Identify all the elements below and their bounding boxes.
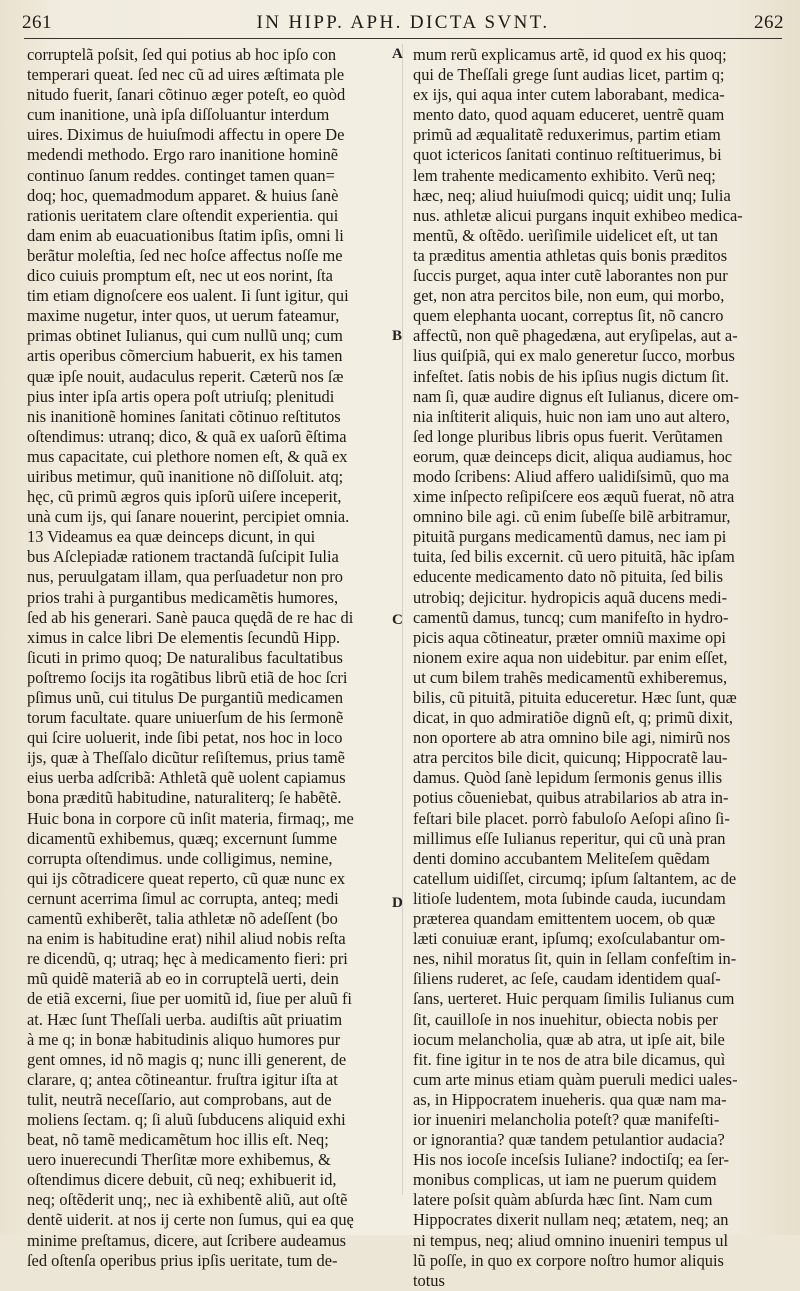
text-line: tulit, neutrã neceſſario, aut comprobans, aut de <box>27 1089 332 1109</box>
text-line: ſed oſtenſa operibus prius ipſis ueritate, tum de- <box>27 1250 338 1270</box>
text-line: feſtari bile placet. porrò fabuloſo Aeſopi aſino ſi- <box>413 808 730 828</box>
text-line: iocum melancholia, quæ ab atra, ut ipſe ait, bile <box>413 1029 725 1049</box>
text-line: totus <box>413 1270 445 1290</box>
text-line: quæ ipſe nouit, audaculus reperit. Cæterũ nos ſæ <box>27 366 344 386</box>
text-line: ut cum bilem trahẽs medicamentũ exhiberemus, <box>413 667 728 687</box>
text-line: ſans, uerteret. Huic perquam ſimilis Iulianus cum <box>413 989 735 1009</box>
text-line: torum facultate. quare uniuerſum de his ſermonẽ <box>27 708 344 728</box>
text-line: à me q; in bonæ habitudinis aliquo humores pur <box>27 1029 341 1049</box>
text-line: corruptelã poſsit, ſed qui potius ab hoc ipſo con <box>27 45 337 64</box>
text-line: pſimus unũ, cui titulus De purgantiũ medicamen <box>27 688 344 707</box>
text-line: nia inſtiterit aliquis, huic non iam uno aut altero, <box>413 406 730 426</box>
page-number-left: 261 <box>22 12 52 33</box>
text-line: ior inueniri melancholia poteſt? quæ manifeſti- <box>413 1109 720 1129</box>
text-line: prios trahi à purgantibus medicamẽtis humores, <box>27 587 339 607</box>
text-line: maxime nugetur, inter quos, ut uerum fateamur, <box>27 306 340 326</box>
text-line: ſit, cauilloſe in nos inuehitur, obiecta nobis per <box>413 1009 718 1029</box>
text-line: millimus eſſe Iulianus reperitur, qui cũ unà pran <box>413 828 726 848</box>
text-line: mũ quidẽ materiã ab eo in corruptelã uerti, dein <box>27 969 339 989</box>
text-line: tim etiam dignoſcere eos ualent. Ii ſunt igitur, qui <box>27 286 349 306</box>
text-line: ijs, quæ à Theſſalo dicũtur reſiſtemus, prius tamẽ <box>27 748 345 768</box>
text-line: 13 Videamus ea quæ deinceps dicunt, in qui <box>27 527 316 547</box>
margin-mark-b: B <box>392 328 403 344</box>
text-line: de etiã excerni, ſiue per uomitũ id, ſiue per aluũ fi <box>27 989 352 1009</box>
text-line: litioſe ludentem, mota ſubinde cauda, iucundam <box>413 888 726 908</box>
text-line: monibus complicas, ut iam ne puerum quidem <box>413 1170 717 1190</box>
text-line: hæc, neq; aliud huiuſmodi quicq; uidit unq; Iulia <box>413 185 731 205</box>
text-line: nus. athletæ alicui purgans inquit exhibeo medica- <box>413 205 743 225</box>
text-line: ta præditus amentia athletas quis bonis præditos <box>413 245 728 265</box>
text-line: eius uerba adſcribã: Athletã quẽ uolent capiamus <box>27 768 346 788</box>
text-line: ſed ab his generari. Sanè pauca quędã de re hac di <box>27 607 354 627</box>
right-text-column <box>413 45 785 1291</box>
text-line: nionem exire aqua non uidebitur. par enim eſſet, <box>413 647 728 667</box>
text-line: latere poſsit quàm abſurda hæc ſint. Nam cum <box>413 1190 713 1210</box>
text-line: qui ijs cõtradicere queat reperto, cũ quæ nunc ex <box>27 868 346 888</box>
text-line: cernunt acerrima ſimul ac corrupta, anteq; medi <box>27 888 339 908</box>
text-line: Huic bona in corpore cũ inſit materia, firmaq;, me <box>27 808 354 828</box>
text-line: picis aqua cõtineatur, præter omniũ maxime opi <box>413 627 726 647</box>
text-line: artis operibus cõmercium habuerit, ex his tamen <box>27 346 343 366</box>
text-line: ximus in calce libri De elementis ſecundũ Hipp. <box>27 627 341 647</box>
page-number-right: 262 <box>754 12 784 33</box>
text-line: uiribus metimur, quũ inanitione nõ diſſoluit. atq; <box>27 466 344 486</box>
text-line: ſed longe pluribus libris opus fuerit. Verũtamen <box>413 426 723 446</box>
text-line: ni tempus, neq; aliud omnino inueniri tempus ul <box>413 1230 729 1250</box>
text-line: affectũ, non quẽ phagedæna, aut eryſipelas, aut a- <box>413 326 738 346</box>
text-line: quem elephanta uocant, correptus ſit, nõ cancro <box>413 306 724 326</box>
text-line: pius inter ipſa artis opera poſt utriuſq; plenitudi <box>27 386 335 406</box>
text-line: dicat, in quo admiratiõe dignũ eſt, q; primũ dixit, <box>413 708 734 728</box>
text-line: mentũ, & oſtẽdo. uerìſimile uidelicet eſt, ut tan <box>413 225 718 245</box>
text-line: fit. fine igitur in te nos de atra bile dicamus, quì <box>413 1049 726 1069</box>
text-line: clarare, q; antea cõtineantur. fruſtra igitur iſta at <box>27 1069 338 1089</box>
text-line: læti conuiuæ erant, ipſumq; exoſculabantur om- <box>413 929 726 949</box>
text-line: uero inuerecundi Therſitæ more exhibemus, & <box>27 1150 331 1170</box>
text-line: nis inanitionẽ homines ſanitati cõtinuo reſtitutos <box>27 406 341 426</box>
running-header <box>22 8 784 38</box>
text-line: beat, nõ tamẽ medicamẽtum hoc illis eſt. Neq; <box>27 1130 329 1150</box>
text-line: gent omnes, id nõ magis q; nunc illi generent, de <box>27 1049 347 1069</box>
text-line: omnino bile agi. cũ enim ſubeſſe bilẽ arbitramur, <box>413 507 731 527</box>
text-line: potius cõueniebat, quibus atrabilarios ab atra in- <box>413 788 729 808</box>
text-line: modo ſcribens: Aliud affero ualidiſsimũ, quo ma <box>413 466 730 486</box>
text-line: infeſtet. ſatis nobis de his ipſius nugis dictum ſit. <box>413 366 729 386</box>
text-line: ex ijs, qui aqua inter cutem laborabant, medica- <box>413 85 725 105</box>
text-line: Hippocrates dixerit nullam neq; ætatem, neq; an <box>413 1210 729 1230</box>
text-line: cum inanitione, unà ipſa diſſoluantur interdum <box>27 105 330 125</box>
text-line: at. Hæc ſunt Theſſali uerba. audiſtis aũt priuatim <box>27 1009 343 1029</box>
text-line: atra percitos bile dicit, quicunq; Hippocratẽ lau- <box>413 748 728 768</box>
text-line: oſtendimus dicere debuit, cũ neq; exhibuerit id, <box>27 1170 337 1190</box>
text-line: corrupta oſtendimus. unde colligimus, nemine, <box>27 848 333 868</box>
text-line: minime preſtamus, dicere, aut ſcribere audeamus <box>27 1230 347 1250</box>
text-line: rationis ueritatem clare oſtendit experientia. qui <box>27 205 339 225</box>
text-line: nam ſi, quæ audire dignus eſt Iulianus, dicere om- <box>413 386 739 406</box>
text-line: ſiliens ruderet, ac ſeſe, caudam identidem quaſ- <box>413 969 721 989</box>
text-line: nitudo fuerit, ſanari cõtinuo æger poteſt, eo quòd <box>27 85 346 105</box>
text-line: mus capacitate, cui plethore nomen eſt, & quã ex <box>27 446 348 466</box>
text-line: eorum, quæ deinceps dicit, aliqua audiamus, hoc <box>413 446 733 466</box>
text-line: lius quiſpiã, qui ex malo generetur ſucco, morbus <box>413 346 735 366</box>
text-line: tuita, ſed bilis excernit. cũ uero pituitã, hãc ipſam <box>413 547 735 567</box>
text-line: lũ poſſe, in quo ex corpore noſtro humor aliquis <box>413 1250 724 1270</box>
text-line: primũ ad æqualitatẽ reduxerimus, partim etiam <box>413 125 721 145</box>
text-line: xime inſpecto reſipiſcere eos æquũ fuerat, nõ atra <box>413 487 735 507</box>
text-line: dico cuiuis promptum eſt, nec ut eos norint, ſta <box>27 266 333 286</box>
text-line: mum rerũ explicamus artẽ, id quod ex his quoq; <box>413 45 727 64</box>
margin-mark-d: D <box>392 895 403 911</box>
text-line: or ignorantia? quæ tandem petulantior audacia? <box>413 1130 725 1150</box>
text-line: bus Aſclepiadæ rationem tractandã ſuſcipit Iulia <box>27 547 339 567</box>
text-line: non oportere ab atra omnino bile agi, nimirũ nos <box>413 728 731 748</box>
text-line: poſtremo ſocijs ita rogãtibus librũ etiã de hoc ſcri <box>27 667 348 687</box>
text-line: dam enim ab euacuationibus ſtatim ipſis, omni li <box>27 225 344 245</box>
text-line: oſtendimus: utranq; dico, & quã ex uaſorũ ẽſtima <box>27 426 347 446</box>
text-line: unà cum ijs, qui ſanare nouerint, percipiet omnia. <box>27 507 350 527</box>
text-line: hęc, cũ primũ ægros quis ipſorũ uiſere inceperit, <box>27 487 342 507</box>
text-line: damus. Quòd ſanè lepidum ſermonis genus illis <box>413 768 723 788</box>
margin-mark-a: A <box>392 46 403 62</box>
text-line: primas obtinet Iulianus, qui cum nullũ unq; cum <box>27 326 343 346</box>
text-line: præterea quandam emittentem uocem, ob quæ <box>413 909 716 929</box>
text-line: lem trahente medicamento exhibito. Verũ neq; <box>413 165 716 185</box>
text-line: ſicuti in primo quoq; De naturalibus facultatibus <box>27 647 343 667</box>
text-line: ſuccis purget, aqua inter cutẽ laborantes non pur <box>413 266 728 286</box>
text-line: as, in Hippocratem inueheris. qua quæ nam ma- <box>413 1089 727 1109</box>
text-line: neq; oſtẽderit unq;, nec ià exhibentẽ aliũ, aut oſtẽ <box>27 1190 348 1210</box>
text-line: denti domino accubantem Meliteſem quẽdam <box>413 848 710 868</box>
text-line: na enim is habitudine erat) nihil aliud nobis reſta <box>27 929 346 949</box>
text-line: continuo ſanum reddes. continget tamen quan= <box>27 165 335 185</box>
text-line: His nos iocoſe inceſsis Iuliane? indoctiſq; ea ſer- <box>413 1150 730 1170</box>
text-line: nus, peruulgatam illam, qua perſuadetur non pro <box>27 567 343 587</box>
text-line: quot ictericos ſanitati continuo reſtituerimus, bi <box>413 145 722 165</box>
text-line: dicamentũ exhibemus, quæq; excernunt ſumme <box>27 828 337 848</box>
text-line: uires. Diximus de huiuſmodi affectu in opere De <box>27 125 345 145</box>
text-line: berãtur moleſtia, ſed nec hoſce affectus noſſe me <box>27 245 343 265</box>
text-line: doq; hoc, quemadmodum apparet. & huius ſanè <box>27 185 339 205</box>
text-line: re dicendũ, q; utraq; hęc à medicamento fieri: pri <box>27 949 348 969</box>
text-line: moliens ſectam. q; ſi aluũ ſubducens aliquid exhi <box>27 1109 346 1129</box>
text-line: mento dato, quod aquam educeret, uentrẽ quam <box>413 105 725 125</box>
text-line: nes, nihil moratus ſit, quin in ſellam confeſtim in- <box>413 949 737 969</box>
text-line: camentũ exhiberẽt, talia athletæ nõ adeſſent (bo <box>27 909 338 929</box>
text-line: dentẽ uiderit. at nos ij certe non ſumus, qui ea quę <box>27 1210 354 1230</box>
text-line: qui ſcire uoluerit, inde ſibi petat, nos hoc in loco <box>27 728 343 748</box>
left-text-column <box>27 45 395 1271</box>
text-line: temperari queat. ſed nec cũ ad uires æſtimata ple <box>27 65 345 85</box>
text-line: bona præditũ habitudine, naturaliterq; ſe habẽtẽ. <box>27 788 342 808</box>
text-line: qui de Theſſali grege ſunt audias licet, partim q; <box>413 65 725 85</box>
text-line: pituitã purgans medicamentũ damus, nec iam pi <box>413 527 727 547</box>
margin-mark-c: C <box>392 612 403 628</box>
text-line: educente medicamento dato nõ pituita, ſed bilis <box>413 567 723 587</box>
header-rule <box>24 38 782 39</box>
text-line: camentũ damus, tuncq; cum manifeſto in hydro- <box>413 607 729 627</box>
text-line: catellum uidiſſet, circumq; ipſum ſaltantem, ac de <box>413 868 737 888</box>
running-title: IN HIPP. APH. DICTA SVNT. <box>256 12 550 33</box>
text-line: cum arte minus etiam quàm pueruli medici uales- <box>413 1069 738 1089</box>
text-line: get, non atra percitos bile, non eum, qui morbo, <box>413 286 725 306</box>
text-line: bilis, cũ pituitã, pituita educeretur. Hæc ſunt, quæ <box>413 688 737 707</box>
text-line: medendi methodo. Ergo raro inanitione hominẽ <box>27 145 339 165</box>
text-line: utrobiq; dejicitur. hydropicis aquã ducens medi- <box>413 587 728 607</box>
